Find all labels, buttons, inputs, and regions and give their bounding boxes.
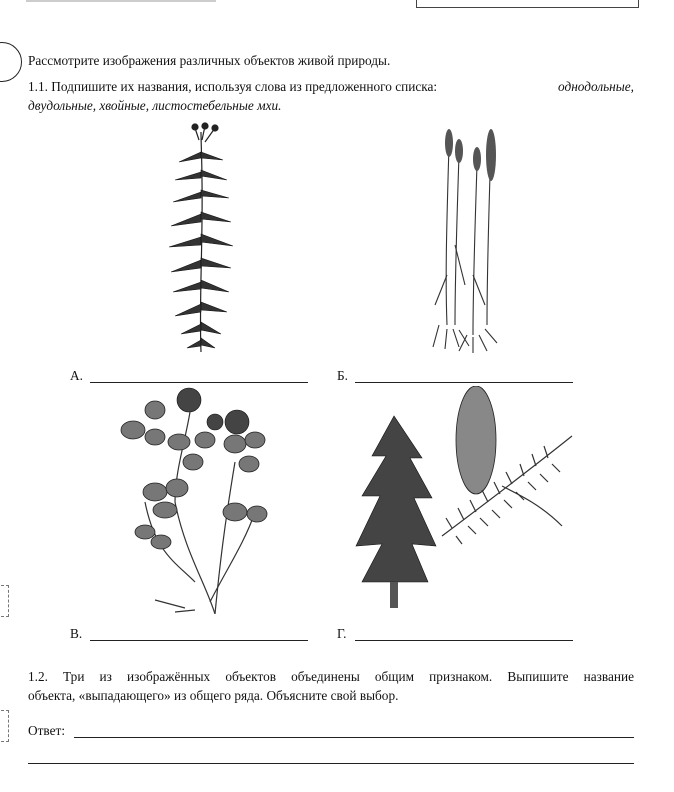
figure-letter-a: А. (70, 368, 83, 383)
answer-line-b[interactable] (355, 382, 573, 383)
answer-line-1[interactable] (74, 737, 634, 738)
figure-letter-b: Б. (337, 368, 348, 383)
figure-letter-g: Г. (337, 626, 347, 641)
question-1-1-prefix: 1.1. Подпишите их названия, используя слова из предложенного списка: (28, 79, 438, 94)
margin-box (0, 710, 9, 742)
question-1-1 (28, 77, 634, 115)
question-1-2-line2: объекта, «выпадающего» из общего ряда. Объясните свой выбор. (28, 688, 399, 703)
word-list-start: однодольные, (558, 79, 634, 94)
answer-line-v[interactable] (90, 640, 308, 641)
score-box (416, 0, 639, 8)
margin-box (0, 585, 9, 617)
figure-letter-v: В. (70, 626, 83, 641)
word-list-rest: двудольные, хвойные, листостебельные мхи. (28, 98, 282, 113)
task-number-circle (0, 42, 22, 82)
intro-text: Рассмотрите изображения различных объектов живой природы. (28, 53, 391, 68)
answer-line-2[interactable] (28, 763, 634, 764)
answer-line-g[interactable] (355, 640, 573, 641)
conifer-trunk (390, 582, 398, 608)
moss-plant-icon (155, 122, 245, 354)
answer-label: Ответ: (28, 723, 66, 738)
clover-plant-icon (115, 382, 275, 616)
question-1-2-line1: 1.2. Три из изображённых объектов объединены общим признаком. Выпишите название (28, 669, 634, 684)
wheat-plant-icon (425, 125, 505, 353)
conifer-tree-icon (352, 386, 582, 612)
top-cut-line (26, 0, 216, 2)
